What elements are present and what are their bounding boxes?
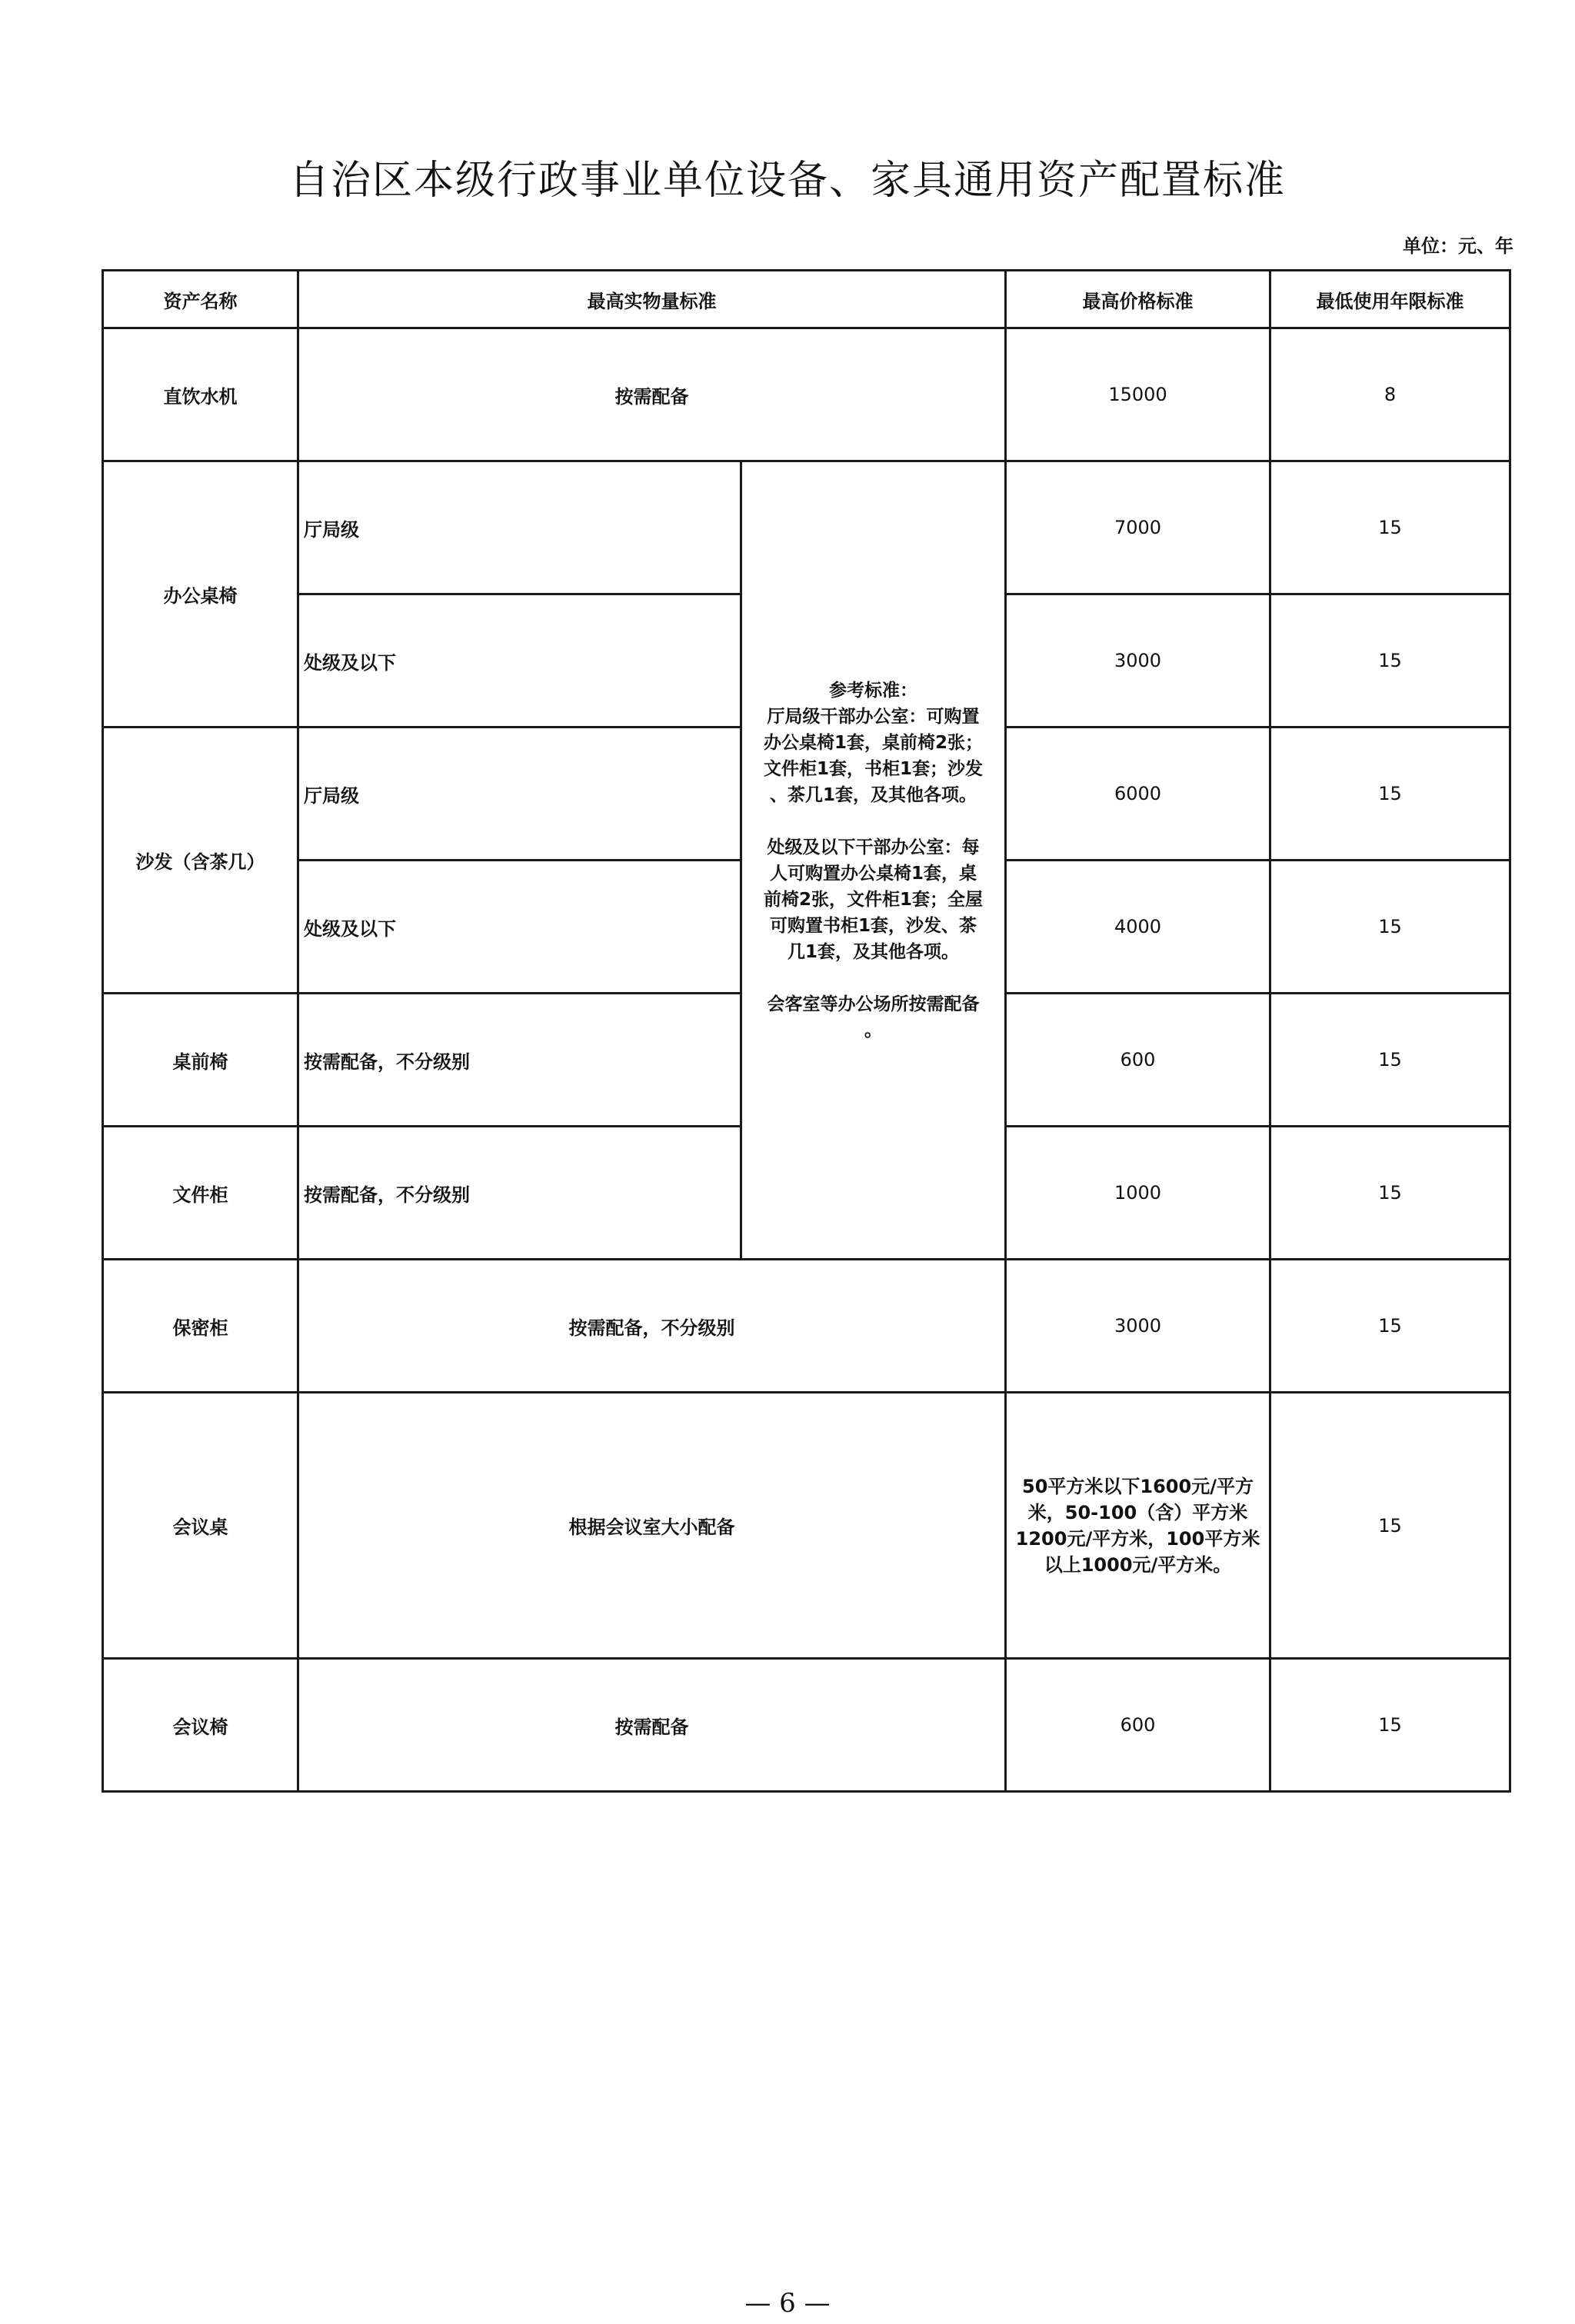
quantity-standard: 按需配备 [298,328,1006,461]
asset-name: 保密柜 [103,1260,298,1393]
life-standard: 15 [1270,461,1510,594]
life-standard: 15 [1270,1260,1510,1393]
price-standard: 600 [1006,1659,1270,1792]
life-standard: 15 [1270,994,1510,1127]
life-standard: 8 [1270,328,1510,461]
level-label: 厅局级 [298,727,741,861]
life-standard: 15 [1270,1393,1510,1659]
reference-line: 会客室等办公场所按需配备 [767,994,980,1014]
page-title: 自治区本级行政事业单位设备、家具通用资产配置标准 [288,158,1286,204]
price-note-line: 米，50-100（含）平方米 [1027,1501,1248,1523]
quantity-standard: 按需配备 [298,1659,1006,1792]
quantity-standard: 按需配备，不分级别 [298,1127,741,1260]
table-row [103,1659,1510,1792]
price-standard: 600 [1006,994,1270,1127]
asset-name: 会议椅 [103,1659,298,1792]
asset-name: 会议桌 [103,1393,298,1659]
reference-line: 几1套，及其他各项。 [787,941,959,962]
reference-title: 参考标准： [829,680,917,701]
table-header-row [103,271,1510,328]
asset-name: 桌前椅 [103,994,298,1127]
asset-name: 文件柜 [103,1127,298,1260]
standards-table [102,269,1511,1793]
price-note-line: 以上1000元/平方米。 [1044,1553,1232,1576]
reference-line: 人可购置办公桌椅1套，桌 [769,863,977,884]
reference-line: 处级及以下干部办公室：每 [767,837,980,857]
price-standard: 15000 [1006,328,1270,461]
price-standard: 6000 [1006,727,1270,861]
header-life-standard: 最低使用年限标准 [1270,271,1510,328]
level-label: 厅局级 [298,461,741,594]
life-standard: 15 [1270,1127,1510,1260]
life-standard: 15 [1270,861,1510,994]
table-row [103,328,1510,461]
page-number: — 6 — [744,2288,831,2319]
reference-line: 。 [864,1020,882,1040]
quantity-standard: 按需配备，不分级别 [298,994,741,1127]
price-standard: 4000 [1006,861,1270,994]
asset-name: 办公桌椅 [103,461,298,727]
price-note-line: 1200元/平方米，100平方米 [1015,1527,1260,1550]
table-row [103,1393,1510,1659]
header-asset-name: 资产名称 [103,271,298,328]
reference-line: 文件柜1套，书柜1套；沙发 [763,758,983,779]
table-row [103,1260,1510,1393]
reference-line: 可购置书柜1套，沙发、茶 [769,915,977,936]
quantity-standard: 按需配备，不分级别 [298,1260,1006,1393]
reference-line: 厅局级干部办公室：可购置 [767,706,980,727]
header-quantity-standard: 最高实物量标准 [298,271,1006,328]
header-price-standard: 最高价格标准 [1006,271,1270,328]
life-standard: 15 [1270,594,1510,727]
reference-line: 前椅2张，文件柜1套；全屋 [763,889,983,910]
price-standard: 3000 [1006,594,1270,727]
reference-line: 办公桌椅1套，桌前椅2张； [763,732,983,753]
asset-name: 沙发（含茶几） [103,727,298,994]
unit-note: 单位：元、年 [1403,235,1513,257]
life-standard: 15 [1270,1659,1510,1792]
price-standard: 1000 [1006,1127,1270,1260]
asset-name: 直饮水机 [103,328,298,461]
price-standard: 3000 [1006,1260,1270,1393]
price-standard: 7000 [1006,461,1270,594]
price-note-line: 50平方米以下1600元/平方 [1022,1475,1254,1497]
reference-line: 、茶几1套，及其他各项。 [769,784,977,805]
level-label: 处级及以下 [298,594,741,727]
quantity-standard: 根据会议室大小配备 [298,1393,1006,1659]
level-label: 处级及以下 [298,861,741,994]
table-row [103,461,1510,594]
reference-standard [741,461,1006,1260]
price-standard [1006,1393,1270,1659]
life-standard: 15 [1270,727,1510,861]
